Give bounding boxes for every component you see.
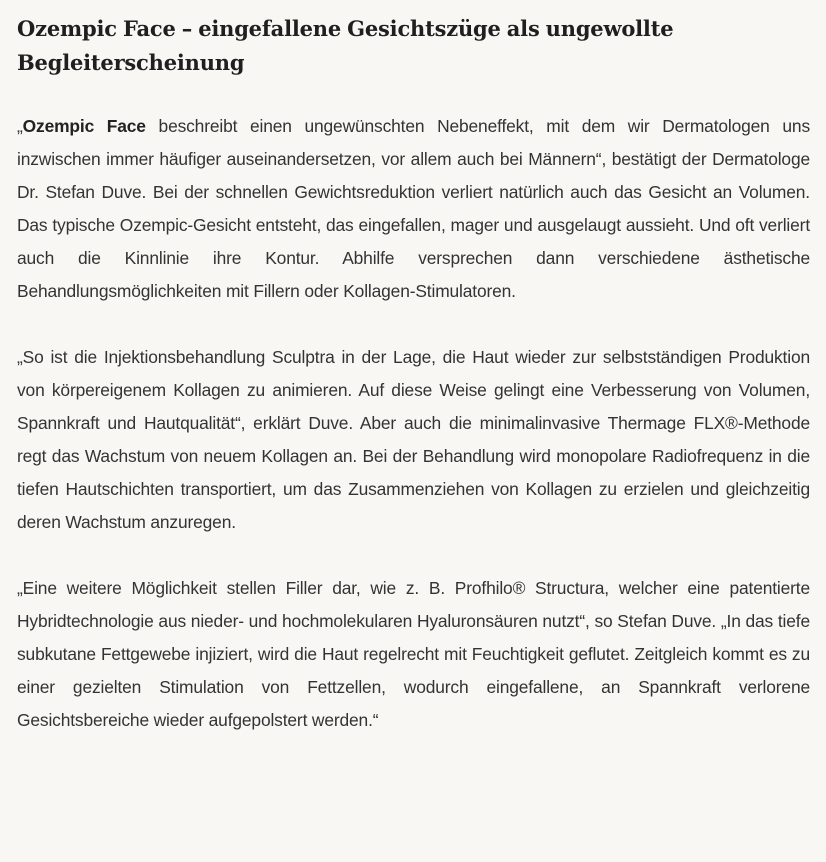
- opening-quote: „: [17, 116, 23, 136]
- article-paragraph-1: [17, 110, 810, 308]
- article-paragraph-2: „So ist die Injektionsbehandlung Sculptra in der Lage, die Haut wieder zur selbstständigen Produktion von körpereigenem Kollagen zu animieren. Auf diese Weise gelingt eine Verbesserung von Volumen, Spannkraft und Hautqualität“, erklärt Duve. Aber auch die minimalinvasive Thermage FLX®-Methode regt das Wachstum von neuem Kollagen an. Bei der Behandlung wird monopolare Radiofrequenz in die tiefen Hautschichten transportiert, um das Zusammenziehen von Kollagen zu erzielen und gleichzeitig deren Wachstum anzuregen.: [17, 347, 810, 532]
- article-paragraph-3: „Eine weitere Möglichkeit stellen Filler dar, wie z. B. Profhilo® Structura, welcher eine patentierte Hybridtechnologie aus nieder- und hochmolekularen Hyaluronsäuren nutzt“, so Stefan Duve. „In das tiefe subkutane Fettgewebe injiziert, wird die Haut regelrecht mit Feuchtigkeit geflutet. Zeitgleich kommt es zu einer gezielten Stimulation von Fettzellen, wodurch eingefallene, an Spannkraft verlorene Gesichtsbereiche wieder aufgepolstert werden.“: [17, 578, 810, 730]
- highlighted-term-ozempic-face: Ozempic Face: [22, 116, 146, 136]
- paragraph-1-text: beschreibt einen ungewünschten Nebeneffekt, mit dem wir Dermatologen uns inzwischen immer häufiger auseinandersetzen, vor allem auch bei Männern“, bestätigt der Dermatologe Dr. Stefan Duve. Bei der schnellen Gewichtsreduktion verliert natürlich auch das Gesicht an Volumen. Das typische Ozempic-Gesicht entsteht, das eingefallen, mager und ausgelaugt aussieht. Und oft verliert auch die Kinnlinie ihre Kontur. Abhilfe versprechen dann verschiedene ästhetische Behandlungsmöglichkeiten mit Fillern oder Kollagen-Stimulatoren.: [17, 116, 811, 301]
- article-headline: Ozempic Face – eingefallene Gesichtszüge als ungewollte Begleiterscheinung: [17, 16, 674, 75]
